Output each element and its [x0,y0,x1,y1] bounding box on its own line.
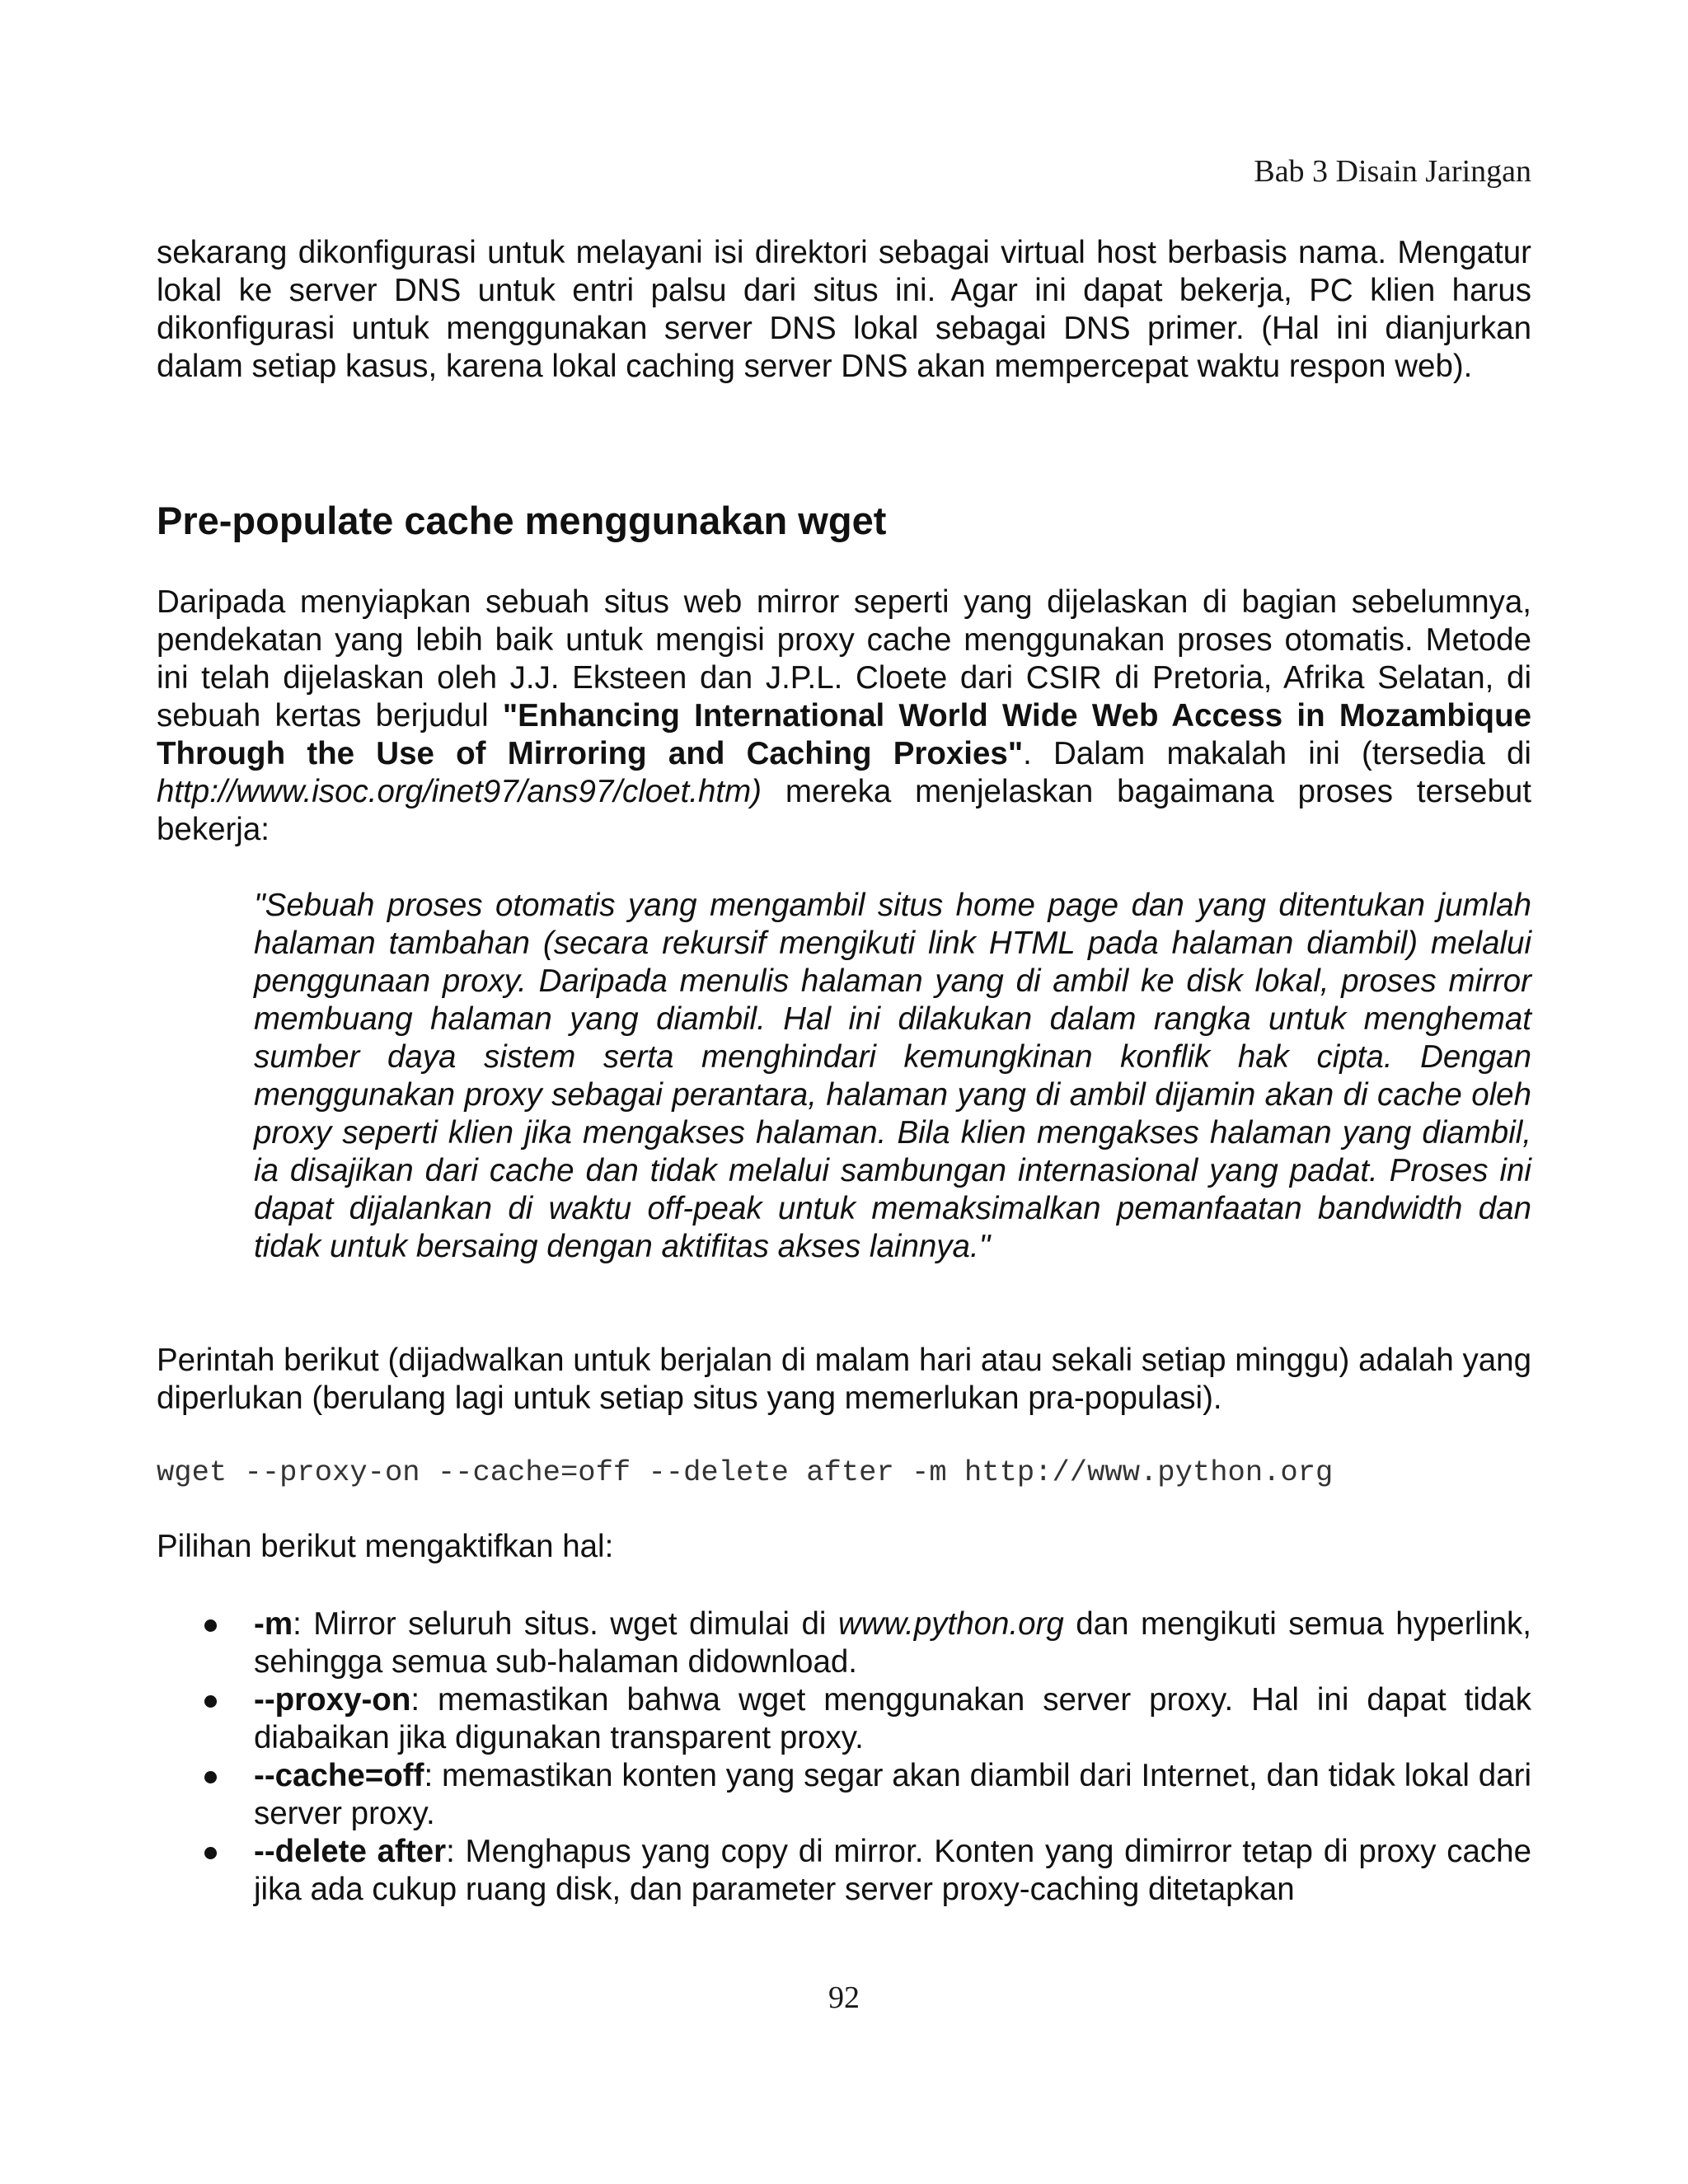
option-site: www.python.org [837,1606,1064,1642]
wget-command: wget --proxy-on --cache=off --delete after -m http://www.python.org [157,1455,1334,1489]
intro-text: Daripada menyiapkan sebuah situs web mirror seperti yang dijelaskan di bagian sebelumnya, pendekatan yang lebih baik untuk mengisi proxy cache menggunakan proses otomatis. Metode ini telah dijelaskan oleh J.J. Eksteen dan J.P.L. Cloete dari CSIR di Pretoria, Afrika Selatan, di sebuah kertas berjudul [157,584,1531,733]
section-heading: Pre-populate cache menggunakan wget [157,499,887,542]
bullet-icon [204,1771,217,1783]
option-description: : memastikan konten yang segar akan diambil dari Internet, dan tidak lokal dari server proxy. [254,1758,1531,1831]
option-description: : Menghapus yang copy di mirror. Konten yang dimirror tetap di proxy cache jika ada cukup ruang disk, dan parameter server proxy-caching ditetapkan [254,1834,1531,1907]
bullet-icon [204,1695,217,1708]
option-description: : Mirror seluruh situs. wget dimulai di [293,1606,838,1642]
running-header: Bab 3 Disain Jaringan [1254,154,1531,189]
option-flag: --proxy-on [254,1682,411,1718]
block-quote: "Sebuah proses otomatis yang mengambil situs home page dan yang ditentukan jumlah halaman tambahan (secara rekursif mengikuti link HTML pada halaman diambil) melalui penggunaan proxy. Daripada menulis halaman yang di ambil ke disk lokal, proses mirror membuang halaman yang diambil. Hal ini dilakukan dalam rangka untuk menghemat sumber daya sistem serta menghindari kemungkinan konflik hak cipta. Dengan menggunakan proxy sebagai perantara, halaman yang di ambil dijamin akan di cache oleh proxy seperti klien jika mengakses halaman. Bila klien mengakses halaman yang diambil, ia disajikan dari cache dan tidak melalui sambungan internasional yang padat. Proses ini dapat dijalankan di waktu off-peak untuk memaksimalkan pemanfaatan bandwidth dan tidak untuk bersaing dengan aktifitas akses lainnya." [254,888,1531,1264]
paper-title: "Enhancing International World Wide Web Access in Mozambique Through the Use of Mirroring and Caching Proxies" [157,698,1531,771]
bullet-icon [204,1619,217,1632]
paper-url: http://www.isoc.org/inet97/ans97/cloet.htm) [157,774,762,809]
page-number: 92 [828,1980,860,2015]
option-item-delete-after [157,1833,1531,1909]
option-flag: --delete after [254,1834,447,1869]
option-description: : memastikan bahwa wget menggunakan server proxy. Hal ini dapat tidak diabaikan jika digunakan transparent proxy. [254,1682,1531,1755]
options-list [157,1605,1531,1909]
option-item-proxy-on [157,1681,1531,1757]
option-flag: --cache=off [254,1758,424,1793]
option-item-cache-off [157,1757,1531,1833]
intro-text-continued: . Dalam makalah ini (tersedia di [1023,736,1531,771]
option-item-mirror [157,1605,1531,1681]
paragraph-command-intro: Perintah berikut (dijadwalkan untuk berjalan di malam hari atau sekali setiap minggu) adalah yang diperlukan (berulang lagi untuk setiap situs yang memerlukan pra-populasi). [157,1343,1531,1416]
option-flag: -m [254,1606,293,1642]
option-description-continued: dan mengikuti semua hyperlink, sehingga semua sub-halaman didownload. [254,1606,1531,1680]
paragraph-prepopulate-intro [157,583,1531,849]
intro-text-ending: mereka menjelaskan bagaimana proses tersebut bekerja: [157,774,1531,847]
paragraph-dns-config: sekarang dikonfigurasi untuk melayani isi direktori sebagai virtual host berbasis nama. Mengatur lokal ke server DNS untuk entri palsu dari situs ini. Agar ini dapat bekerja, PC klien harus dikonfigurasi untuk menggunakan server DNS lokal sebagai DNS primer. (Hal ini dianjurkan dalam setiap kasus, karena lokal caching server DNS akan mempercepat waktu respon web). [157,235,1531,384]
bullet-icon [204,1847,217,1859]
paragraph-options-intro: Pilihan berikut mengaktifkan hal: [157,1529,614,1564]
